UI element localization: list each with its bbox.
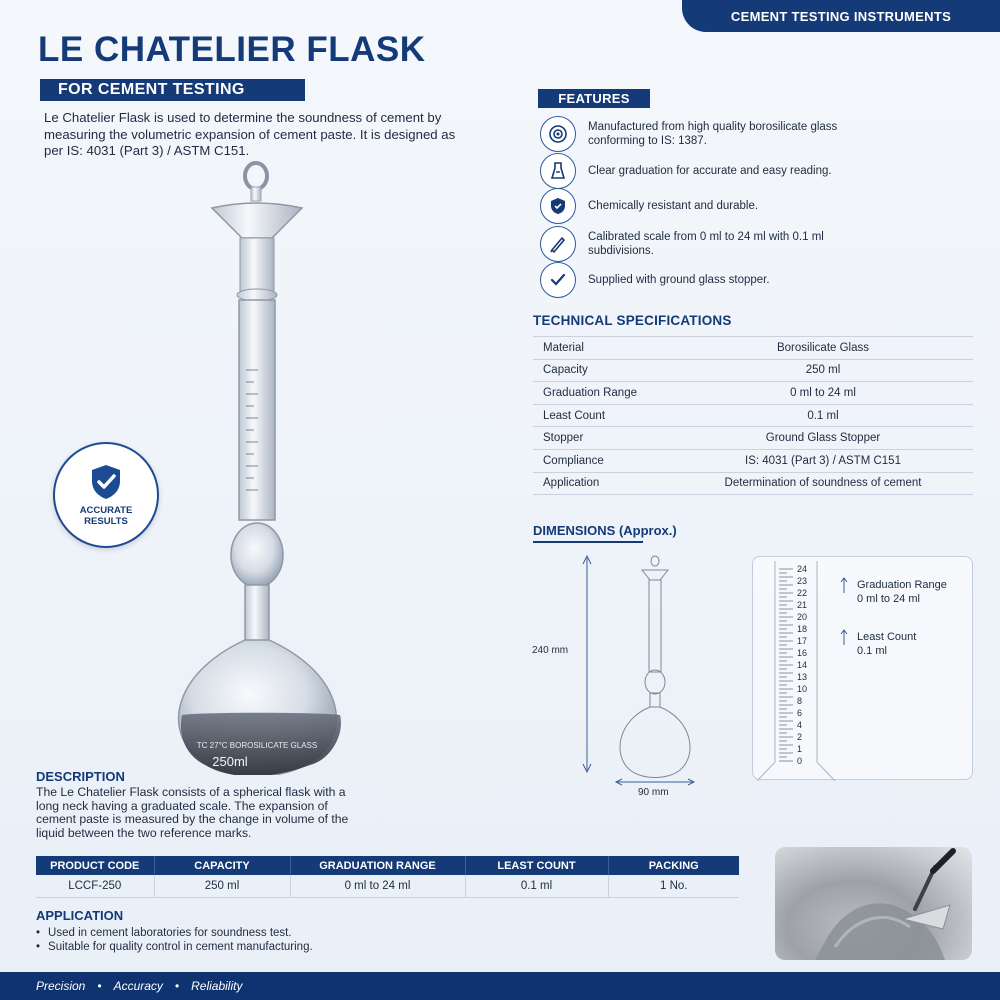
scale-number: 21 [797,600,808,610]
specs-heading: TECHNICAL SPECIFICATIONS [533,313,732,328]
scale-number: 2 [797,732,803,742]
footer-item: Accuracy [113,979,163,993]
feature-text: Calibrated scale from 0 ml to 24 ml with 0.1 ml subdivisions. [588,231,824,257]
product-table [36,856,739,898]
flask-photo [160,160,370,775]
scale-number: 14 [797,660,808,670]
feature-item [540,153,888,189]
feature-item [540,226,888,262]
dimensions-heading: DIMENSIONS (Approx.) [533,523,677,538]
list-item: • Used in cement laboratories for soundness test. [36,926,313,940]
spec-key: Application [533,472,673,495]
list-item: • Suitable for quality control in cement manufacturing. [36,940,313,954]
footer-separator: • [97,979,102,993]
spec-value: 0 ml to 24 ml [673,382,973,405]
shield-icon [540,188,576,224]
footer-item: Precision [36,979,86,993]
graduation-scale [753,557,974,781]
table-cell: LCCF-250 [36,875,154,897]
dimension-drawing [530,550,740,800]
feature-text: Supplied with ground glass stopper. [588,274,770,286]
intro-paragraph: Le Chatelier Flask is used to determine the soundness of cement by measuring the volumetric expansion of cement paste. It is designed as per IS: 4031 (Part 3) / ASTM C151. [44,110,456,158]
application-heading: APPLICATION [36,908,124,923]
least-count-label: Least Count [857,631,917,643]
table-row [533,449,973,472]
scale-number: 23 [797,576,808,586]
table-cell: 0 ml to 24 ml [290,875,465,897]
subtitle-banner: FOR CEMENT TESTING [40,79,305,101]
scale-number: 20 [797,612,808,622]
scale-number: 18 [797,624,808,634]
table-row [533,359,973,382]
spec-value: 250 ml [673,359,973,382]
arrow-up-icon [841,578,847,593]
scale-number: 16 [797,648,808,658]
column-header: PRODUCT CODE [36,856,154,875]
features-heading: FEATURES [538,89,650,108]
scale-number: 1 [797,744,803,754]
scale-number: 6 [797,708,803,718]
footer-separator: • [174,979,180,993]
scale-number: 10 [797,684,808,694]
graduation-scale-panel [752,556,973,780]
spec-value: Determination of soundness of cement [673,472,973,495]
feature-text: Chemically resistant and durable. [588,200,759,212]
column-header: GRADUATION RANGE [290,856,465,875]
badge-line-2: RESULTS [84,516,128,527]
spec-key: Least Count [533,404,673,427]
scale-number: 0 [797,756,803,766]
table-row [533,337,973,360]
feature-item [540,262,888,298]
graduated-cylinder-icon [540,153,576,189]
badge-text [80,505,133,527]
application-list [36,926,313,954]
shield-check-icon [89,463,123,501]
graduation-range-value: 0 ml to 24 ml [857,593,920,605]
least-count-value: 0.1 ml [857,645,887,657]
scale-number: 24 [797,564,808,574]
column-header: CAPACITY [154,856,290,875]
spec-value: IS: 4031 (Part 3) / ASTM C151 [673,449,973,472]
description-heading: DESCRIPTION [36,769,125,784]
graduation-range-label: Graduation Range [857,579,947,591]
spec-key: Graduation Range [533,382,673,405]
scale-number: 4 [797,720,803,730]
glass-quality-icon [540,116,576,152]
specs-table [533,336,973,495]
column-header: PACKING [608,856,739,875]
table-row [36,875,739,897]
spec-key: Compliance [533,449,673,472]
footer-item: Reliability [191,979,243,993]
width-dimension: 90 mm [638,787,669,798]
description-text: The Le Chatelier Flask consists of a spherical flask with a long neck having a graduated scale. The expansion of cement paste is measured by the change in volume of the liquid between the two reference marks. [36,785,349,840]
page-title: LE CHATELIER FLASK [38,30,426,69]
table-cell: 1 No. [608,875,739,897]
feature-text: Manufactured from high quality borosilicate glass conforming to IS: 1387. [588,121,838,147]
spec-key: Capacity [533,359,673,382]
spec-key: Stopper [533,427,673,450]
scale-number: 8 [797,696,803,706]
column-header: LEAST COUNT [465,856,608,875]
table-row [533,472,973,495]
flask-etched-capacity: 250ml [212,754,248,769]
category-ribbon: CEMENT TESTING INSTRUMENTS [682,0,1000,32]
feature-item [540,188,888,224]
spec-value: Borosilicate Glass [673,337,973,360]
heading-underline [533,541,643,543]
pen-scale-icon [540,226,576,262]
scale-number: 13 [797,672,808,682]
accurate-results-badge [53,442,159,548]
badge-line-1: ACCURATE [79,505,133,516]
scale-number: 17 [797,636,808,646]
feature-item [540,116,888,152]
height-dimension: 240 mm [532,645,569,656]
table-row [533,404,973,427]
table-cell: 250 ml [154,875,290,897]
flask-etched-label: TC 27°C BOROSILICATE GLASS [196,741,318,750]
check-icon [540,262,576,298]
footer-bar [0,972,1000,1000]
table-row [533,382,973,405]
cement-photo [775,847,972,960]
spec-value: 0.1 ml [673,404,973,427]
table-header-row [36,856,739,875]
spec-value: Ground Glass Stopper [673,427,973,450]
scale-number: 22 [797,588,808,598]
table-cell: 0.1 ml [465,875,608,897]
spec-key: Material [533,337,673,360]
arrow-up-icon [841,630,847,645]
table-row [533,427,973,450]
feature-text: Clear graduation for accurate and easy reading. [588,165,832,177]
